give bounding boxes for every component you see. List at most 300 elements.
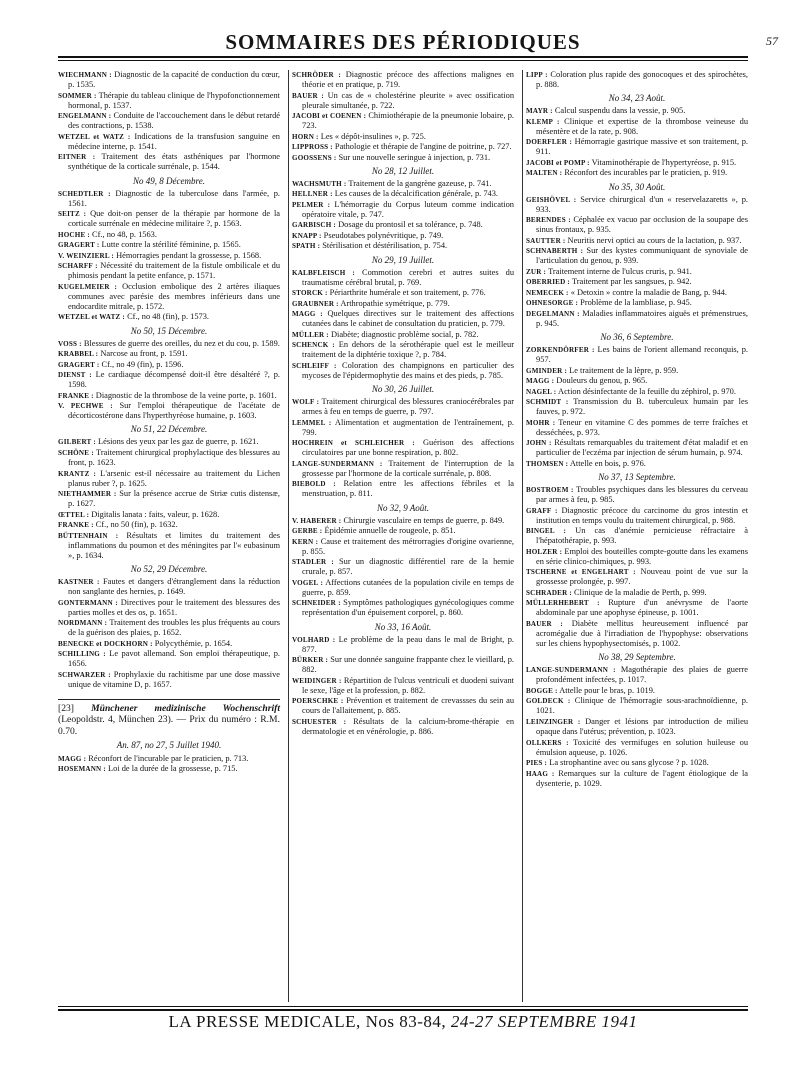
article-title: Pseudotabes polynévritique, p. 749. bbox=[323, 230, 444, 240]
article-title: Emploi des bouteilles compte-goutte dans les examens en série clinico-chimiques, p. 993. bbox=[536, 546, 749, 566]
article-title: Occlusion embolique des 2 artères iliaques communes avec parésie des membres inférieurs dans une endocardite mitrale, p. 1572. bbox=[68, 281, 281, 311]
article-entry bbox=[526, 567, 748, 587]
article-author: WACHSMUTH : bbox=[292, 179, 347, 188]
article-entry bbox=[526, 686, 748, 696]
article-title: Diabète; diagnostic problème social, p. 782. bbox=[330, 329, 479, 339]
article-entry bbox=[526, 246, 748, 266]
article-entry bbox=[58, 312, 280, 322]
article-entry bbox=[526, 298, 748, 308]
article-author: V. WEINZIERL : bbox=[58, 251, 114, 260]
column-1 bbox=[58, 70, 280, 775]
article-author: DIENST : bbox=[58, 371, 92, 380]
article-title: Traitement chirurgical des blessures craniocérébrales par armes à feu en temps de guerre, p. 797. bbox=[302, 397, 514, 417]
article-author: LEMMEL : bbox=[292, 418, 332, 427]
article-entry bbox=[526, 418, 748, 438]
article-entry bbox=[526, 345, 748, 365]
article-entry bbox=[526, 195, 748, 215]
article-entry bbox=[58, 764, 280, 774]
article-author: ZUR : bbox=[526, 267, 547, 276]
article-author: MÜLLERHEBERT : bbox=[526, 599, 600, 608]
article-entry bbox=[58, 261, 280, 281]
article-title: Attelle en bois, p. 976. bbox=[569, 458, 646, 468]
article-entry bbox=[292, 340, 514, 360]
article-title: Un cas d'anémie pernicieuse réfractaire à l'hépatothérapie, p. 993. bbox=[536, 526, 748, 546]
article-author: OHNESORGE : bbox=[526, 299, 579, 308]
footer-rule-thin bbox=[58, 1006, 748, 1007]
article-author: SCHENCK : bbox=[292, 341, 335, 350]
article-author: MAYR : bbox=[526, 107, 553, 116]
journal-info: (Leopoldstr. 4, München 23). — Prix du numéro : R.M. 0.70. bbox=[58, 714, 280, 737]
article-author: LIPP : bbox=[526, 71, 548, 79]
article-author: MÜLLER : bbox=[292, 330, 329, 339]
article-author: GERBE : bbox=[292, 527, 323, 536]
article-entry bbox=[58, 531, 280, 561]
article-author: GRAFF : bbox=[526, 506, 558, 515]
article-author: SCHWARZER : bbox=[58, 670, 111, 679]
footer-journal: LA PRESSE MEDICALE, bbox=[168, 1012, 361, 1031]
article-entry bbox=[526, 397, 748, 417]
article-title: Diagnostic précoce des affections malignes en théorie et en pratique, p. 719. bbox=[302, 70, 514, 90]
article-entry bbox=[58, 91, 280, 111]
article-title: Traitement de l'interruption de la grossesse par l'hormone de la corticale surrénale, p. 808. bbox=[302, 458, 514, 478]
article-entry bbox=[526, 106, 748, 116]
article-title: Conduite de l'accouchement dans le début retardé des contractions, p. 1538. bbox=[68, 111, 280, 131]
article-entry bbox=[292, 231, 514, 241]
article-entry bbox=[292, 598, 514, 618]
article-entry bbox=[526, 598, 748, 618]
article-title: Pathologie et thérapie de l'angine de poitrine, p. 727. bbox=[334, 142, 512, 152]
article-title: Problème de la lambliase, p. 945. bbox=[580, 298, 692, 308]
article-entry bbox=[292, 70, 514, 90]
article-entry bbox=[58, 349, 280, 359]
article-title: Les causes de la décalcification générale, p. 743. bbox=[334, 189, 498, 199]
article-title: Céphalée ex vacuo par occlusion de la soupape des sinus frontaux, p. 935. bbox=[536, 215, 748, 235]
article-entry bbox=[58, 339, 280, 349]
article-author: LIPPROSS : bbox=[292, 143, 333, 152]
article-entry bbox=[526, 769, 748, 789]
article-entry bbox=[58, 209, 280, 229]
article-title: Cf., no 48, p. 1563. bbox=[92, 229, 157, 239]
article-title: Épidémie annuelle de rougeole, p. 851. bbox=[324, 526, 456, 536]
article-entry bbox=[292, 537, 514, 557]
article-title: Digitalis lanata : faits, valeur, p. 1628. bbox=[91, 509, 220, 519]
article-title: Les « dépôt-insulines », p. 725. bbox=[320, 131, 426, 141]
article-title: Périarthrite humérale et son traitement, p. 776. bbox=[329, 288, 486, 298]
article-author: KRANTZ : bbox=[58, 469, 97, 478]
article-title: Guérison des affections circulatoires par une bonne respiration, p. 802. bbox=[302, 438, 515, 458]
article-author: GRAGERT : bbox=[58, 241, 100, 250]
article-title: Indications de la transfusion sanguine en médecine interne, p. 1541. bbox=[68, 131, 280, 151]
article-author: BAUER : bbox=[526, 619, 563, 628]
article-entry bbox=[526, 485, 748, 505]
article-author: ŒTTEL : bbox=[58, 510, 90, 519]
issue-heading: No 35, 30 Août. bbox=[608, 181, 666, 192]
article-author: NEMECEK : bbox=[526, 288, 569, 297]
issue-heading: No 33, 16 Août. bbox=[374, 621, 432, 632]
article-author: GEISHÖVEL : bbox=[526, 195, 577, 204]
article-entry bbox=[526, 387, 748, 397]
article-author: BOGGE : bbox=[526, 686, 558, 695]
article-author: SOMMER : bbox=[58, 91, 97, 100]
article-title: Coloration plus rapide des gonocoques et des spirochètes, p. 888. bbox=[536, 70, 749, 90]
article-entry bbox=[292, 578, 514, 598]
article-title: Cause et traitement des métrorragies d'origine ovarienne, p. 855. bbox=[302, 536, 515, 556]
article-title: Danger et lésions par introduction de milieu opaque dans l'utérus; prévention, p. 1023. bbox=[536, 716, 749, 737]
article-entry bbox=[292, 200, 514, 220]
article-entry bbox=[58, 152, 280, 172]
article-title: Blessures de guerre des oreilles, du nez et du cou, p. 1589. bbox=[83, 338, 280, 348]
article-entry bbox=[58, 401, 280, 421]
article-entry bbox=[58, 437, 280, 447]
article-title: Diagnostic de la tuberculose dans l'armée, p. 1561. bbox=[68, 188, 281, 208]
article-entry bbox=[58, 251, 280, 261]
article-entry bbox=[58, 391, 280, 401]
article-entry bbox=[58, 70, 280, 90]
article-author: KUGELMEIER : bbox=[58, 282, 118, 291]
article-entry bbox=[526, 158, 748, 168]
article-entry bbox=[292, 397, 514, 417]
article-author: OLLKERS : bbox=[526, 738, 569, 747]
article-entry bbox=[58, 132, 280, 152]
article-author: KERN : bbox=[292, 537, 319, 546]
article-author: VOLHARD : bbox=[292, 635, 336, 644]
article-author: BÜTTENHAIN : bbox=[58, 531, 119, 540]
article-title: Chirurgie vasculaire en temps de guerre, p. 849. bbox=[343, 515, 505, 525]
article-author: SPATH : bbox=[292, 242, 321, 251]
article-author: SCHRADER : bbox=[526, 588, 572, 597]
article-author: NORDMANN : bbox=[58, 619, 108, 628]
article-title: Que doit-on penser de la thérapie par hormone de la corticale surrénale en médecine militaire ?, p. 1563. bbox=[68, 209, 281, 229]
issue-heading: No 52, 29 Décembre. bbox=[130, 563, 208, 574]
article-title: Les bains de l'orient allemand reconquis, p. 957. bbox=[536, 345, 748, 365]
article-author: PELMER : bbox=[292, 200, 331, 209]
article-title: Traitement de la gangrène gazeuse, p. 741. bbox=[348, 178, 492, 188]
article-author: SCHARFF : bbox=[58, 262, 98, 271]
article-title: L'arsenic est-il nécessaire au traitement du Lichen planus ruber ?, p. 1625. bbox=[68, 468, 281, 488]
article-entry bbox=[58, 111, 280, 131]
column-2 bbox=[292, 70, 514, 738]
article-entry bbox=[292, 91, 514, 111]
article-entry bbox=[292, 635, 514, 655]
article-entry bbox=[58, 670, 280, 690]
article-author: SCHNABERTH : bbox=[526, 247, 584, 256]
article-author: SCHÖNE : bbox=[58, 448, 94, 457]
article-author: BAUER : bbox=[292, 91, 324, 100]
article-author: GILBERT : bbox=[58, 438, 96, 447]
article-entry bbox=[58, 370, 280, 390]
article-title: La strophantine avec ou sans glycose ? p. 1028. bbox=[549, 758, 709, 768]
article-title: Traitement chirurgical prophylactique des blessures au front, p. 1623. bbox=[68, 447, 280, 468]
article-title: Arthropathie symétrique, p. 779. bbox=[340, 298, 450, 308]
article-author: HOSEMANN : bbox=[58, 765, 106, 774]
article-author: STADLER : bbox=[292, 558, 334, 567]
article-author: BENECKE et DOCKHORN : bbox=[58, 639, 153, 648]
article-author: WETZEL et WATZ : bbox=[58, 132, 131, 141]
article-title: Alimentation et augmentation de l'entraînement, p. 799. bbox=[302, 417, 515, 437]
issue-heading: No 30, 26 Juillet. bbox=[371, 383, 435, 394]
article-author: JACOBI et POMP : bbox=[526, 158, 590, 167]
article-author: OBERRIED : bbox=[526, 278, 570, 287]
page-number: 57 bbox=[766, 34, 778, 48]
article-author: HAAG : bbox=[526, 769, 555, 778]
article-entry bbox=[526, 438, 748, 458]
article-author: LANGE-SUNDERMANN : bbox=[292, 459, 383, 468]
article-title: Un cas de « cholestérine pleurite » avec ossification pleurale simultanée, p. 722. bbox=[302, 90, 515, 110]
article-author: MAGG : bbox=[58, 754, 87, 763]
article-entry bbox=[526, 236, 748, 246]
article-author: JOHN : bbox=[526, 439, 552, 448]
article-title: Magothérapie des plaies de guerre profondément infectées, p. 1017. bbox=[536, 665, 748, 685]
article-title: Neuritis nervi optici au cours de la lactation, p. 937. bbox=[567, 235, 742, 245]
article-title: Cf., no 49 (fin), p. 1596. bbox=[101, 359, 184, 369]
article-entry bbox=[526, 366, 748, 376]
article-author: SCHILLING : bbox=[58, 650, 106, 659]
article-title: Clinique de la maladie de Perth, p. 999. bbox=[574, 587, 707, 597]
article-title: Transmission du B. tuberculeux humain par les fauves, p. 972. bbox=[536, 397, 748, 417]
article-author: HOCHREIN et SCHLEICHER : bbox=[292, 439, 415, 448]
article-title: Diagnostic de la thrombose de la veine porte, p. 1601. bbox=[95, 390, 277, 400]
article-entry bbox=[292, 288, 514, 298]
page-title: SOMMAIRES DES PÉRIODIQUES bbox=[225, 30, 581, 54]
article-title: Commotion cerebri et autres suites du traumatisme cérébral brutal, p. 769. bbox=[302, 267, 515, 287]
article-author: BERENDES : bbox=[526, 216, 571, 225]
article-title: Directives pour le traitement des blessures des parties molles et des os, p. 1651. bbox=[68, 597, 280, 617]
article-author: GMINDER : bbox=[526, 366, 568, 375]
article-title: Narcose au front, p. 1591. bbox=[100, 349, 188, 359]
article-author: LANGE-SUNDERMANN : bbox=[526, 666, 616, 675]
article-entry bbox=[292, 132, 514, 142]
article-author: MOHR : bbox=[526, 418, 556, 427]
article-title: Réconfort de l'incurable par le praticien, p. 713. bbox=[88, 753, 249, 763]
article-entry bbox=[526, 309, 748, 329]
article-title: Hémorragies pendant la grossesse, p. 1568. bbox=[116, 250, 262, 260]
article-entry bbox=[292, 459, 514, 479]
article-title: Symptômes pathologiques gynécologiques comme représentation d'un épuisement corporel, p. 860. bbox=[302, 598, 515, 618]
article-author: DOERFLER : bbox=[526, 138, 573, 147]
article-title: Loi de la durée de la grossesse, p. 715. bbox=[108, 764, 238, 774]
article-title: Réconfort des incurables par le praticien, p. 919. bbox=[564, 168, 728, 178]
article-author: V. HABERER : bbox=[292, 516, 342, 525]
journal-number: [23] bbox=[58, 702, 74, 714]
article-author: V. PECHWE : bbox=[58, 402, 113, 411]
article-entry bbox=[526, 758, 748, 768]
article-title: Le cardiaque décompensé doit-il être désaltéré ?, p. 1598. bbox=[68, 370, 280, 390]
article-entry bbox=[58, 510, 280, 520]
article-author: SCHLEIFF : bbox=[292, 361, 337, 370]
article-author: HOCHE : bbox=[58, 230, 90, 239]
article-title: Prévention et traitement de crevassses du sein au cours de l'allaitement, p. 885. bbox=[302, 696, 515, 716]
article-title: Traitement interne de l'ulcus cruris, p. 941. bbox=[548, 266, 692, 276]
columns bbox=[58, 70, 748, 1000]
article-title: Traitement par les sangsues, p. 942. bbox=[571, 277, 692, 287]
article-entry bbox=[58, 189, 280, 209]
article-author: POERSCHKE : bbox=[292, 697, 344, 706]
article-entry bbox=[526, 526, 748, 546]
article-author: HELLNER : bbox=[292, 190, 333, 199]
article-title: Action désinfectante de la feuille du zéphirol, p. 970. bbox=[558, 386, 736, 396]
issue-heading: No 36, 6 Septembre. bbox=[600, 331, 674, 342]
article-entry bbox=[58, 360, 280, 370]
article-entry bbox=[58, 754, 280, 764]
article-entry bbox=[526, 168, 748, 178]
article-author: VOGEL : bbox=[292, 578, 324, 587]
article-title: Chimiothérapie de la pneumonie lobaire, p. 723. bbox=[302, 111, 515, 131]
article-author: WETZEL et WATZ : bbox=[58, 313, 125, 322]
issue-heading: No 50, 15 Décembre. bbox=[130, 325, 208, 336]
article-entry bbox=[292, 516, 514, 526]
header-rule-thin bbox=[58, 60, 748, 61]
article-entry bbox=[526, 137, 748, 157]
article-author: MAGG : bbox=[526, 377, 555, 386]
article-entry bbox=[292, 299, 514, 309]
issue-heading: No 49, 8 Décembre. bbox=[133, 175, 205, 186]
article-entry bbox=[526, 277, 748, 287]
article-entry bbox=[526, 506, 748, 526]
article-author: BOSTROEM : bbox=[526, 485, 574, 494]
article-entry bbox=[292, 479, 514, 499]
article-entry bbox=[292, 717, 514, 737]
article-entry bbox=[292, 676, 514, 696]
article-title: Nouveau point de vue sur la grossesse prolongée, p. 997. bbox=[536, 567, 748, 587]
article-title: Vitaminothérapie de l'hypertyréose, p. 915. bbox=[591, 157, 737, 167]
article-title: Douleurs du genou, p. 965. bbox=[556, 376, 648, 386]
article-title: Clinique et expertise de la thrombose veineuse du mésentère et de la rate, p. 908. bbox=[536, 116, 749, 136]
article-author: SCHUESTER : bbox=[292, 717, 347, 726]
article-entry bbox=[292, 189, 514, 199]
article-title: Attelle pour le bras, p. 1019. bbox=[559, 685, 656, 695]
article-entry bbox=[58, 489, 280, 509]
article-author: KRABBEL : bbox=[58, 350, 99, 359]
article-title: Teneur en vitamine C des pommes de terre fraîches et desséchées, p. 973. bbox=[536, 417, 748, 437]
article-entry bbox=[58, 230, 280, 240]
article-entry bbox=[526, 267, 748, 277]
article-author: GOLDECK : bbox=[526, 697, 571, 706]
article-title: Lutte contre la stérilité féminine, p. 1565. bbox=[101, 240, 241, 250]
article-entry bbox=[58, 598, 280, 618]
article-entry bbox=[526, 547, 748, 567]
issue-heading: No 32, 9 Août. bbox=[376, 502, 430, 513]
article-title: Diagnostic précoce du carcinome du gros intestin et institution en temps voulu du traitement chirurgical, p. 988. bbox=[536, 505, 749, 525]
article-author: WEIDINGER : bbox=[292, 676, 342, 685]
article-entry bbox=[58, 618, 280, 638]
article-entry bbox=[526, 619, 748, 649]
article-title: Traitement des états asthéniques par l'hormone synthétique de la corticale surrénale, p. 1544. bbox=[68, 152, 280, 172]
article-entry bbox=[292, 179, 514, 189]
journal-heading bbox=[58, 699, 280, 738]
article-title: Dosage du prontosil et sa tolérance, p. 748. bbox=[338, 220, 483, 230]
article-entry bbox=[526, 70, 748, 90]
issue-heading: No 28, 12 Juillet. bbox=[371, 165, 435, 176]
issue-heading: An. 87, no 27, 5 Juillet 1940. bbox=[116, 740, 222, 751]
article-author: SCHRÖDER : bbox=[292, 71, 341, 79]
article-title: Clinique de l'hémorragie sous-arachnoïdienne, p. 1021. bbox=[536, 696, 748, 716]
article-author: SCHMIDT : bbox=[526, 398, 569, 407]
article-entry bbox=[292, 696, 514, 716]
article-author: EITNER : bbox=[58, 153, 96, 162]
article-entry bbox=[526, 459, 748, 469]
article-title: Stérilisation et déstérilisation, p. 754. bbox=[322, 241, 448, 251]
article-title: Résultats et limites du traitement des inflammations du poumon et des méningites par l'« eubasinum », p. 1634. bbox=[68, 530, 281, 560]
journal-title: Münchener medizinische Wochenschrift bbox=[91, 702, 281, 714]
article-entry bbox=[292, 268, 514, 288]
article-title: Diabète mellitus heureusement influencé par acromégalie due à l'irradiation de l'hypophyse: observations sur les chiens hypophysectomisés, p. 1002. bbox=[536, 618, 749, 649]
article-title: Résultats remarquables du traitement d'état maladif et en particulier de l'eczéma par injection de sérum humain, p. 974. bbox=[536, 438, 748, 458]
article-author: MAGG : bbox=[292, 310, 323, 319]
issue-heading: No 37, 13 Septembre. bbox=[598, 471, 676, 482]
article-title: Prophylaxie du rachitisme par une dose massive unique de vitamine D, p. 1657. bbox=[68, 669, 281, 689]
article-author: GONTERMANN : bbox=[58, 598, 118, 607]
article-title: Toxicité des vermifuges en solution huileuse ou émulsion aqueuse, p. 1026. bbox=[536, 737, 749, 757]
article-title: Cf., no 48 (fin), p. 1573. bbox=[127, 312, 209, 322]
article-entry bbox=[526, 738, 748, 758]
article-title: Le problème de la peau dans le mal de Bright, p. 877. bbox=[302, 634, 515, 654]
footer-date: 24-27 SEPTEMBRE 1941 bbox=[450, 1012, 638, 1031]
article-entry bbox=[292, 153, 514, 163]
article-entry bbox=[292, 330, 514, 340]
article-author: KASTNER : bbox=[58, 578, 100, 586]
article-entry bbox=[58, 649, 280, 669]
article-title: Nécessité du traitement de la fistule ombilicale et du phimosis pendant la petite enfance, p. 1571. bbox=[68, 261, 281, 281]
article-author: HOLZER : bbox=[526, 547, 563, 556]
article-author: PIES : bbox=[526, 759, 548, 768]
article-title: « Detoxin » contre la maladie de Bang, p. 944. bbox=[570, 287, 727, 297]
article-author: SEITZ : bbox=[58, 210, 87, 219]
article-entry bbox=[58, 577, 280, 597]
article-entry bbox=[292, 241, 514, 251]
article-title: L'hémorragie du Corpus luteum comme indication opératoire vitale, p. 747. bbox=[302, 199, 514, 219]
article-entry bbox=[292, 142, 514, 152]
article-author: BÜRKER : bbox=[292, 656, 329, 665]
issue-heading: No 34, 23 Août. bbox=[608, 93, 666, 104]
article-entry bbox=[526, 288, 748, 298]
article-title: Sur une donnée sanguine frappante chez le vieillard, p. 882. bbox=[302, 655, 515, 675]
article-title: Polycythémie, p. 1654. bbox=[154, 638, 233, 648]
article-author: KALBFLEISCH : bbox=[292, 268, 355, 277]
page-header bbox=[58, 30, 778, 54]
page-footer bbox=[58, 1012, 748, 1032]
article-author: SCHNEIDER : bbox=[292, 599, 341, 608]
article-entry bbox=[292, 557, 514, 577]
issue-heading: No 29, 19 Juillet. bbox=[371, 254, 435, 265]
article-title: Le traitement de la lèpre, p. 959. bbox=[569, 365, 679, 375]
article-title: Relation entre les affections fébriles et la menstruation, p. 811. bbox=[302, 479, 515, 499]
article-entry bbox=[292, 655, 514, 675]
article-author: WOLF : bbox=[292, 398, 320, 407]
article-title: Sur des kystes communiquant de synoviale de l'articulation du genou, p. 939. bbox=[536, 246, 748, 266]
footer-issue: Nos 83-84, bbox=[365, 1012, 447, 1031]
header-rule bbox=[58, 56, 748, 58]
article-title: Coloration des champignons en particulier des mycoses de l'épidermophytie des mains et des pieds, p. 785. bbox=[302, 360, 514, 380]
article-title: Remarques sur la culture de l'agent étiologique de la dysenterie, p. 1029. bbox=[536, 768, 748, 788]
article-author: SAUTTER : bbox=[526, 236, 566, 245]
article-title: Sur un diagnostic différentiel rare de la hernie crurale, p. 857. bbox=[302, 557, 515, 577]
article-title: Hémorragie gastrique massive et son traitement, p. 911. bbox=[536, 137, 748, 157]
article-title: Service chirurgical d'un « reservelazaretts », p. 933. bbox=[536, 194, 748, 214]
article-entry bbox=[292, 111, 514, 131]
article-author: JACOBI et COENEN : bbox=[292, 112, 367, 121]
article-author: MALTEN : bbox=[526, 169, 563, 178]
article-entry bbox=[292, 438, 514, 458]
article-author: GOOSSENS : bbox=[292, 153, 337, 162]
article-title: Le pavot allemand. Son emploi thérapeutique, p. 1656. bbox=[68, 649, 281, 669]
article-entry bbox=[58, 448, 280, 468]
article-entry bbox=[526, 717, 748, 737]
article-author: BIEBOLD : bbox=[292, 480, 336, 489]
article-entry bbox=[292, 220, 514, 230]
article-title: Maladies inflammatoires aiguës et prémenstrues, p. 945. bbox=[536, 308, 748, 328]
article-author: KLEMP : bbox=[526, 117, 560, 126]
article-entry bbox=[292, 309, 514, 329]
